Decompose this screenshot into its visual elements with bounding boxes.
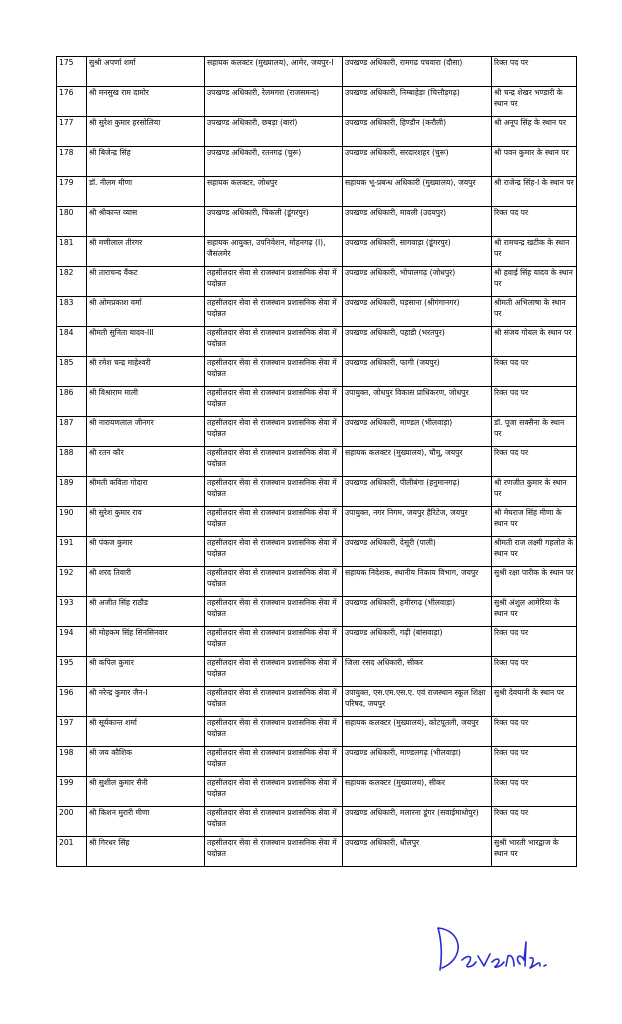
remark: डॉ. पूजा सक्सैना के स्थान पर: [492, 417, 577, 447]
officer-name: श्रीमती कविता गोदारा: [87, 477, 205, 507]
present-posting: तहसीलदार सेवा से राजस्थान प्रशासनिक सेवा में पदोन्नत: [205, 807, 343, 837]
row-number: 180: [57, 207, 87, 237]
present-posting: उपखण्ड अधिकारी, रेलमगरा (राजसमन्द): [205, 87, 343, 117]
officer-name: श्री किशन मुरारी मीणा: [87, 807, 205, 837]
present-posting: तहसीलदार सेवा से राजस्थान प्रशासनिक सेवा में पदोन्नत: [205, 567, 343, 597]
officer-name: श्री मणीलाल तीरगर: [87, 237, 205, 267]
table-row: [57, 297, 577, 327]
row-number: 195: [57, 657, 87, 687]
officer-name: श्री सूर्यकान्त शर्मा: [87, 717, 205, 747]
present-posting: तहसीलदार सेवा से राजस्थान प्रशासनिक सेवा में पदोन्नत: [205, 477, 343, 507]
row-number: 185: [57, 357, 87, 387]
present-posting: तहसीलदार सेवा से राजस्थान प्रशासनिक सेवा में पदोन्नत: [205, 357, 343, 387]
row-number: 183: [57, 297, 87, 327]
present-posting: उपखण्ड अधिकारी, छबड़ा (बारां): [205, 117, 343, 147]
new-posting: उपखण्ड अधिकारी, हमीरगढ़ (भीलवाड़ा): [343, 597, 492, 627]
present-posting: तहसीलदार सेवा से राजस्थान प्रशासनिक सेवा में पदोन्नत: [205, 627, 343, 657]
row-number: 182: [57, 267, 87, 297]
remark: श्री अनूप सिंह के स्थान पर: [492, 117, 577, 147]
officer-name: श्री मोहकम सिंह सिनसिनवार: [87, 627, 205, 657]
present-posting: तहसीलदार सेवा से राजस्थान प्रशासनिक सेवा में पदोन्नत: [205, 717, 343, 747]
officer-name: श्री शरद तिवारी: [87, 567, 205, 597]
table-row: [57, 837, 577, 867]
row-number: 189: [57, 477, 87, 507]
officer-name: श्री नारायणलाल जीनगर: [87, 417, 205, 447]
new-posting: उपखण्ड अधिकारी, मलारना डूंगर (सवाईमाधोपुर): [343, 807, 492, 837]
new-posting: उपखण्ड अधिकारी, गढ़ी (बांसवाड़ा): [343, 627, 492, 657]
table-row: [57, 267, 577, 297]
table-row: [57, 87, 577, 117]
officer-name: श्री कपिल कुमार: [87, 657, 205, 687]
present-posting: तहसीलदार सेवा से राजस्थान प्रशासनिक सेवा में पदोन्नत: [205, 687, 343, 717]
row-number: 199: [57, 777, 87, 807]
remark: श्री हवाई सिंह यादव के स्थान पर: [492, 267, 577, 297]
table-row: [57, 747, 577, 777]
row-number: 179: [57, 177, 87, 207]
officer-name: डॉ. नीलम मीणा: [87, 177, 205, 207]
new-posting: जिला रसद अधिकारी, सीकर: [343, 657, 492, 687]
officer-name: श्री रतन कौर: [87, 447, 205, 477]
officer-name: श्री सुरेश कुमार राव: [87, 507, 205, 537]
present-posting: तहसीलदार सेवा से राजस्थान प्रशासनिक सेवा में पदोन्नत: [205, 657, 343, 687]
row-number: 177: [57, 117, 87, 147]
table-row: [57, 657, 577, 687]
remark: रिक्त पद पर: [492, 627, 577, 657]
table-row: [57, 627, 577, 657]
officer-name: श्री नरेन्द्र कुमार जैन-I: [87, 687, 205, 717]
remark: श्री रणजीत कुमार के स्थान पर: [492, 477, 577, 507]
officer-name: श्री मनसुख राम दामोर: [87, 87, 205, 117]
row-number: 181: [57, 237, 87, 267]
row-number: 200: [57, 807, 87, 837]
row-number: 186: [57, 387, 87, 417]
transfer-list-table: [56, 56, 577, 867]
remark: श्री चन्द्र शेखर भण्डारी के स्थान पर: [492, 87, 577, 117]
new-posting: उपखण्ड अधिकारी, निम्बाहेड़ा (चित्तौड़गढ़): [343, 87, 492, 117]
new-posting: सहायक कलक्टर (मुख्यालय), सीकर: [343, 777, 492, 807]
present-posting: तहसीलदार सेवा से राजस्थान प्रशासनिक सेवा में पदोन्नत: [205, 447, 343, 477]
officer-name: श्री श्रीकान्त व्यास: [87, 207, 205, 237]
remark: रिक्त पद पर: [492, 447, 577, 477]
remark: सुश्री रक्षा पारीक के स्थान पर: [492, 567, 577, 597]
present-posting: तहसीलदार सेवा से राजस्थान प्रशासनिक सेवा में पदोन्नत: [205, 327, 343, 357]
remark: श्री मेघराज सिंह मीणा के स्थान पर: [492, 507, 577, 537]
new-posting: उपखण्ड अधिकारी, माण्डलगढ़ (भीलवाड़ा): [343, 747, 492, 777]
new-posting: उपखण्ड अधिकारी, सरदारशहर (चुरू): [343, 147, 492, 177]
officer-name: श्री सुशील कुमार सैनी: [87, 777, 205, 807]
remark: सुश्री देवयानी के स्थान पर: [492, 687, 577, 717]
remark: सुश्री भारती भारद्वाज के स्थान पर: [492, 837, 577, 867]
new-posting: सहायक निदेशक, स्थानीय निकाय विभाग, जयपुर: [343, 567, 492, 597]
row-number: 176: [57, 87, 87, 117]
table-row: [57, 177, 577, 207]
present-posting: तहसीलदार सेवा से राजस्थान प्रशासनिक सेवा में पदोन्नत: [205, 747, 343, 777]
new-posting: उपखण्ड अधिकारी, माण्डल (भीलवाड़ा): [343, 417, 492, 447]
remark: श्रीमती अभिलाषा के स्थान पर: [492, 297, 577, 327]
table-row: [57, 447, 577, 477]
officer-name: श्री ताराचन्द वैंकट: [87, 267, 205, 297]
new-posting: उपखण्ड अधिकारी, धौलपुर: [343, 837, 492, 867]
remark: रिक्त पद पर: [492, 387, 577, 417]
table-row: [57, 357, 577, 387]
officer-name: श्रीमती सुनिता यादव-III: [87, 327, 205, 357]
new-posting: उपखण्ड अधिकारी, पीलीबंगा (हनुमानगढ़): [343, 477, 492, 507]
table-row: [57, 387, 577, 417]
remark: रिक्त पद पर: [492, 717, 577, 747]
new-posting: उपखण्ड अधिकारी, मावली (उदयपुर): [343, 207, 492, 237]
present-posting: तहसीलदार सेवा से राजस्थान प्रशासनिक सेवा में पदोन्नत: [205, 297, 343, 327]
present-posting: तहसीलदार सेवा से राजस्थान प्रशासनिक सेवा में पदोन्नत: [205, 537, 343, 567]
row-number: 188: [57, 447, 87, 477]
table-row: [57, 507, 577, 537]
officer-name: श्री रमेश चन्द्र माहेश्वरी: [87, 357, 205, 387]
table-row: [57, 237, 577, 267]
table-body: [57, 57, 577, 867]
new-posting: सहायक कलक्टर (मुख्यालय), कोटपूतली, जयपुर: [343, 717, 492, 747]
row-number: 187: [57, 417, 87, 447]
present-posting: तहसीलदार सेवा से राजस्थान प्रशासनिक सेवा में पदोन्नत: [205, 387, 343, 417]
row-number: 193: [57, 597, 87, 627]
new-posting: उपखण्ड अधिकारी, भोपालगढ़ (जोधपुर): [343, 267, 492, 297]
table-row: [57, 717, 577, 747]
remark: श्रीमती राज लक्ष्मी गहलोत के स्थान पर: [492, 537, 577, 567]
present-posting: तहसीलदार सेवा से राजस्थान प्रशासनिक सेवा में पदोन्नत: [205, 417, 343, 447]
table-row: [57, 807, 577, 837]
row-number: 175: [57, 57, 87, 87]
officer-name: सुश्री अपर्णा शर्मा: [87, 57, 205, 87]
row-number: 194: [57, 627, 87, 657]
officer-name: श्री गिरधर सिंह: [87, 837, 205, 867]
remark: रिक्त पद पर: [492, 57, 577, 87]
new-posting: उपखण्ड अधिकारी, हिण्डौन (करौली): [343, 117, 492, 147]
present-posting: तहसीलदार सेवा से राजस्थान प्रशासनिक सेवा में पदोन्नत: [205, 597, 343, 627]
officer-name: श्री सुरेश कुमार हरसोलिया: [87, 117, 205, 147]
table-row: [57, 417, 577, 447]
present-posting: उपखण्ड अधिकारी, रतनगढ़ (चुरू): [205, 147, 343, 177]
remark: सुश्री अंशुल आमेरिया के स्थान पर: [492, 597, 577, 627]
present-posting: तहसीलदार सेवा से राजस्थान प्रशासनिक सेवा में पदोन्नत: [205, 837, 343, 867]
new-posting: उपखण्ड अधिकारी, देसूरी (पाली): [343, 537, 492, 567]
row-number: 191: [57, 537, 87, 567]
table-row: [57, 687, 577, 717]
row-number: 184: [57, 327, 87, 357]
table-row: [57, 57, 577, 87]
officer-name: श्री बिजेन्द्र सिंह: [87, 147, 205, 177]
remark: श्री पवन कुमार के स्थान पर: [492, 147, 577, 177]
row-number: 192: [57, 567, 87, 597]
remark: रिक्त पद पर: [492, 777, 577, 807]
present-posting: उपखण्ड अधिकारी, चिकली (डूंगरपुर): [205, 207, 343, 237]
row-number: 190: [57, 507, 87, 537]
new-posting: उपखण्ड अधिकारी, पहाडी (भरतपुर): [343, 327, 492, 357]
remark: रिक्त पद पर: [492, 747, 577, 777]
new-posting: सहायक कलक्टर (मुख्यालय), चौमू, जयपुर: [343, 447, 492, 477]
present-posting: तहसीलदार सेवा से राजस्थान प्रशासनिक सेवा में पदोन्नत: [205, 507, 343, 537]
new-posting: उपखण्ड अधिकारी, सागवाड़ा (डूंगरपुर): [343, 237, 492, 267]
remark: रिक्त पद पर: [492, 357, 577, 387]
officer-name: श्री जय कौशिक: [87, 747, 205, 777]
row-number: 196: [57, 687, 87, 717]
new-posting: उपायुक्त, नगर निगम, जयपुर हैरिटेज, जयपुर: [343, 507, 492, 537]
remark: रिक्त पद पर: [492, 657, 577, 687]
remark: श्री राजेन्द्र सिंह-I के स्थान पर: [492, 177, 577, 207]
table-row: [57, 567, 577, 597]
table-row: [57, 147, 577, 177]
table-row: [57, 777, 577, 807]
remark: रिक्त पद पर: [492, 807, 577, 837]
row-number: 198: [57, 747, 87, 777]
row-number: 197: [57, 717, 87, 747]
officer-name: श्री ओमप्रकाश वर्मा: [87, 297, 205, 327]
new-posting: सहायक भू-प्रबन्ध अधिकारी (मुख्यालय), जयपुर: [343, 177, 492, 207]
table-row: [57, 117, 577, 147]
table-row: [57, 597, 577, 627]
officer-name: श्री पंकज कुमार: [87, 537, 205, 567]
remark: श्री संजय गोयल के स्थान पर: [492, 327, 577, 357]
signature: [428, 920, 558, 980]
table-row: [57, 477, 577, 507]
present-posting: सहायक कलक्टर, जोधपुर: [205, 177, 343, 207]
officer-name: श्री विश्राराम माली: [87, 387, 205, 417]
officer-name: श्री अजीत सिंह राठौड: [87, 597, 205, 627]
new-posting: उपखण्ड अधिकारी, रामगढ पचवारा (दौसा): [343, 57, 492, 87]
present-posting: सहायक आयुक्त, उपनिवेशन, मोहनगढ़ (I), जैसलमेर: [205, 237, 343, 267]
new-posting: उपखण्ड अधिकारी, घड़साना (श्रीगंगानगर): [343, 297, 492, 327]
row-number: 178: [57, 147, 87, 177]
table-row: [57, 327, 577, 357]
present-posting: तहसीलदार सेवा से राजस्थान प्रशासनिक सेवा में पदोन्नत: [205, 777, 343, 807]
present-posting: सहायक कलक्टर (मुख्यालय), आमेर, जयपुर-I: [205, 57, 343, 87]
new-posting: उपखण्ड अधिकारी, फागी (जयपुर): [343, 357, 492, 387]
table-row: [57, 537, 577, 567]
table-row: [57, 207, 577, 237]
row-number: 201: [57, 837, 87, 867]
remark: रिक्त पद पर: [492, 207, 577, 237]
new-posting: उपायुक्त, एस.एम.एस.ए. एवं राजस्थान स्कूल शिक्षा परिषद, जयपुर: [343, 687, 492, 717]
present-posting: तहसीलदार सेवा से राजस्थान प्रशासनिक सेवा में पदोन्नत: [205, 267, 343, 297]
new-posting: उपायुक्त, जोधपुर विकास प्राधिकरण, जोधपुर: [343, 387, 492, 417]
remark: श्री रामचन्द्र खटीक के स्थान पर: [492, 237, 577, 267]
